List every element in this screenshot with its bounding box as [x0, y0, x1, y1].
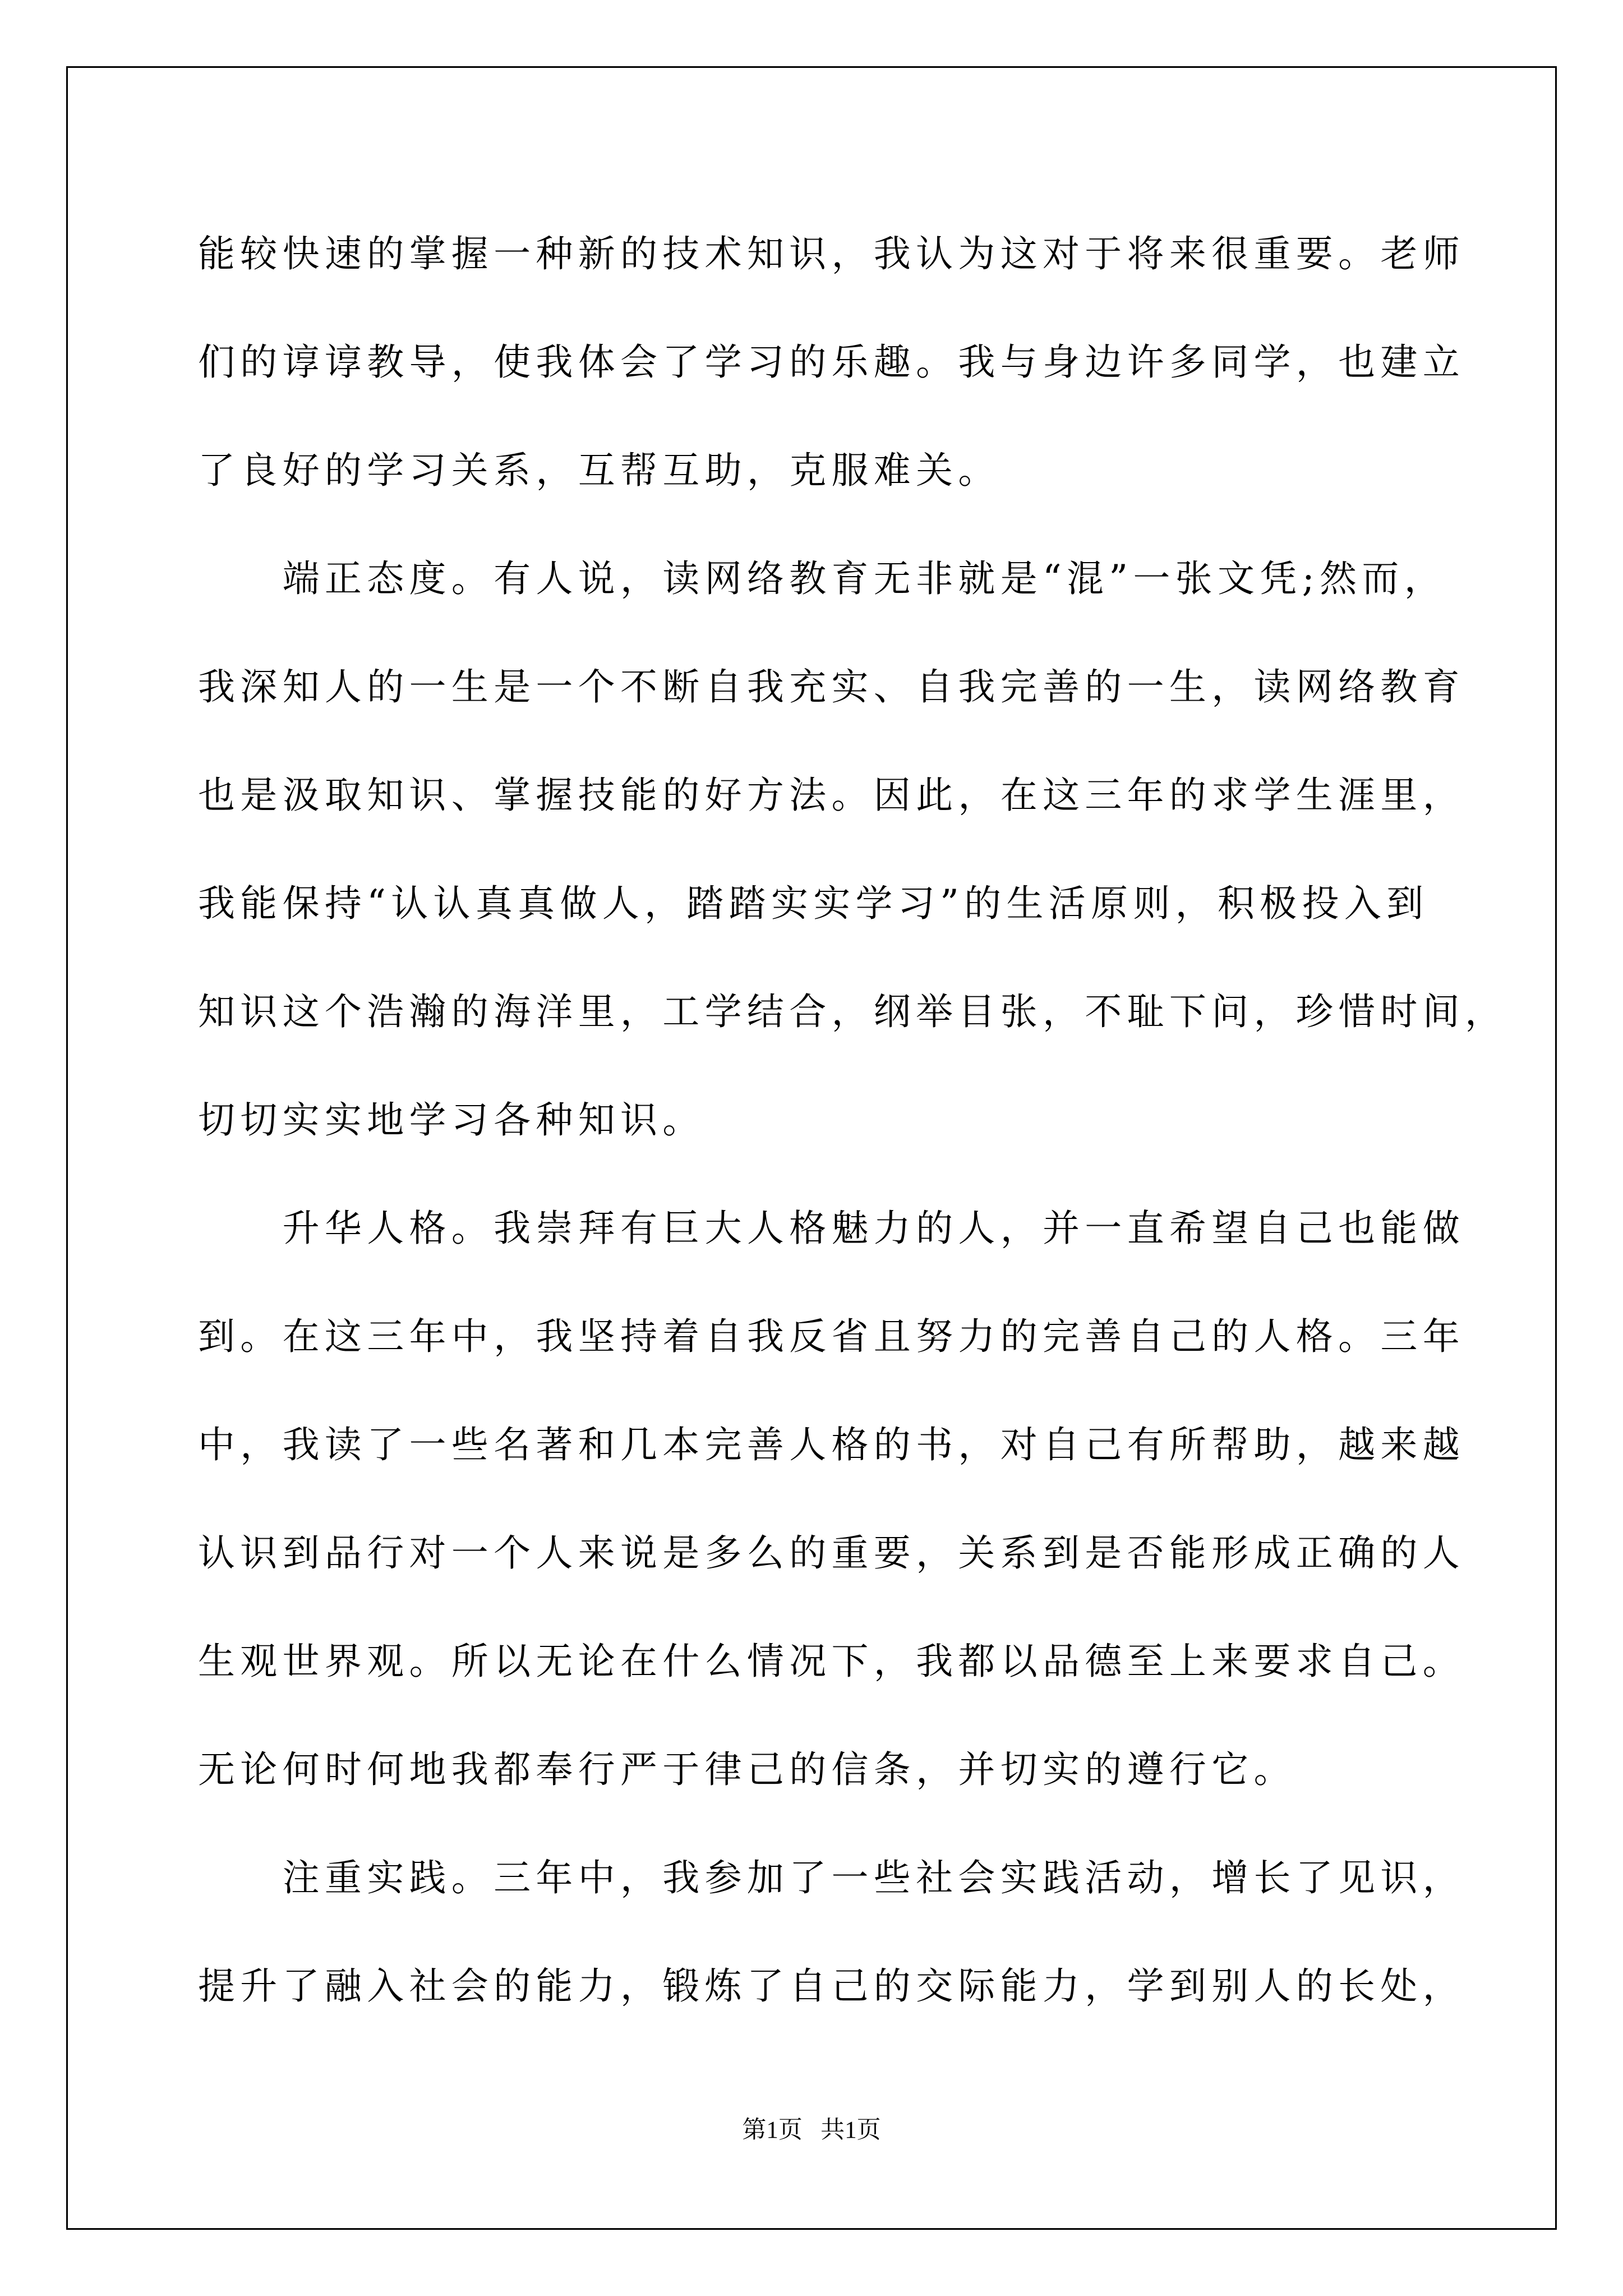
text-line: 提升了融入社会的能力，锻炼了自己的交际能力，学到别人的长处， — [198, 1964, 1465, 2008]
text-line: 了良好的学习关系，互帮互助，克服难关。 — [198, 449, 1000, 492]
text-line: 也是汲取知识、掌握技能的好方法。因此，在这三年的求学生涯里， — [198, 774, 1465, 817]
text-line: 们的谆谆教导，使我体会了学习的乐趣。我与身边许多同学，也建立 — [198, 341, 1465, 384]
text-line: 我能保持“认认真真做人，踏踏实实学习”的生活原则，积极投入到 — [198, 882, 1429, 925]
page-footer: 第1页 共1页 — [742, 2117, 881, 2143]
text-line: 注重实践。三年中，我参加了一些社会实践活动，增长了见识， — [198, 1856, 1465, 1899]
text-line: 我深知人的一生是一个不断自我充实、自我完善的一生，读网络教育 — [198, 665, 1465, 708]
text-line: 到。在这三年中，我坚持着自我反省且努力的完善自己的人格。三年 — [198, 1315, 1465, 1358]
text-line: 知识这个浩瀚的海洋里，工学结合，纲举目张，不耻下问，珍惜时间， — [198, 990, 1507, 1033]
text-line: 端正态度。有人说，读网络教育无非就是“混”一张文凭;然而， — [198, 557, 1447, 600]
text-line: 生观世界观。所以无论在什么情况下，我都以品德至上来要求自己。 — [198, 1640, 1465, 1683]
text-line: 切切实实地学习各种知识。 — [198, 1098, 705, 1142]
text-line: 无论何时何地我都奉行严于律己的信条，并切实的遵行它。 — [198, 1748, 1296, 1791]
text-line: 认识到品行对一个人来说是多么的重要，关系到是否能形成正确的人 — [198, 1531, 1465, 1575]
text-line: 升华人格。我崇拜有巨大人格魅力的人，并一直希望自己也能做 — [198, 1207, 1465, 1250]
text-line: 中，我读了一些名著和几本完善人格的书，对自己有所帮助，越来越 — [198, 1423, 1465, 1466]
text-line: 能较快速的掌握一种新的技术知识，我认为这对于将来很重要。老师 — [198, 232, 1465, 275]
body-text — [198, 215, 1507, 2055]
